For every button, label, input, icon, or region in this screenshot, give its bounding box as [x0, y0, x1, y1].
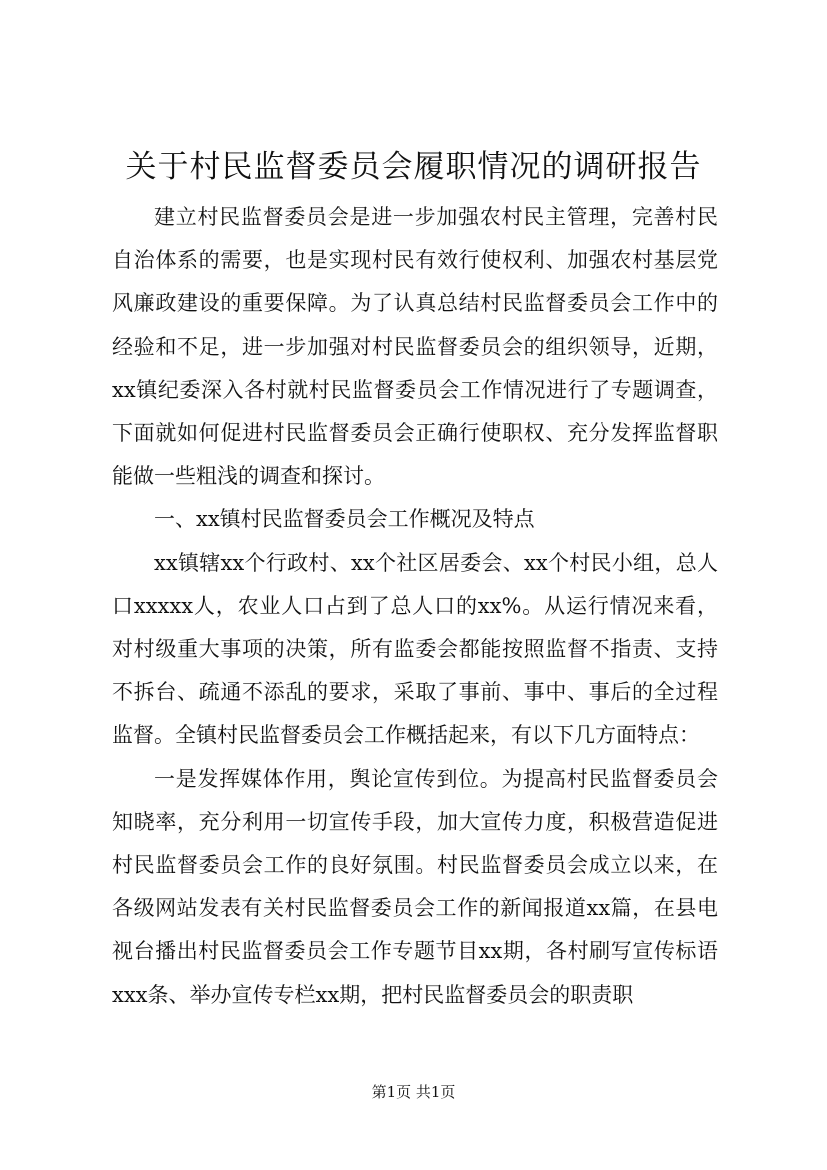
page-footer: 第1页 共1页: [371, 1083, 456, 1101]
paragraph-overview: xx镇辖xx个行政村、xx个社区居委会、xx个村民小组，总人口xxxxx人，农业人口占到了总人口的xx%。从运行情况来看，对村级重大事项的决策，所有监委会都能按照监督不指责、支持不拆台、疏通不添乱的要求，采取了事前、事中、事后的全过程监督。全镇村民监督委员会工作概括起来，有以下几方面特点：: [112, 550, 718, 748]
document-title: 关于村民监督委员会履职情况的调研报告: [125, 149, 702, 185]
paragraph-feature-1: 一是发挥媒体作用，舆论宣传到位。为提高村民监督委员会知晓率，充分利用一切宣传手段，加大宣传力度，积极营造促进村民监督委员会工作的良好氛围。村民监督委员会成立以来，在各级网站发表有关村民监督委员会工作的新闻报道xx篇，在县电视台播出村民监督委员会工作专题节目xx期，各村刷写宣传标语xxx条、举办宣传专栏xx期，把村民监督委员会的职责职: [112, 766, 718, 1007]
document-body: [112, 196, 718, 1017]
section-heading-1: 一、xx镇村民监督委员会工作概况及特点: [154, 507, 535, 532]
paragraph-intro: 建立村民监督委员会是进一步加强农村民主管理，完善村民自治体系的需要，也是实现村民有效行使权利、加强农村基层党风廉政建设的重要保障。为了认真总结村民监督委员会工作中的经验和不足，进一步加强对村民监督委员会的组织领导，近期，xx镇纪委深入各村就村民监督委员会工作情况进行了专题调查，下面就如何促进村民监督委员会正确行使职权、充分发挥监督职能做一些粗浅的调查和探讨。: [112, 205, 718, 489]
